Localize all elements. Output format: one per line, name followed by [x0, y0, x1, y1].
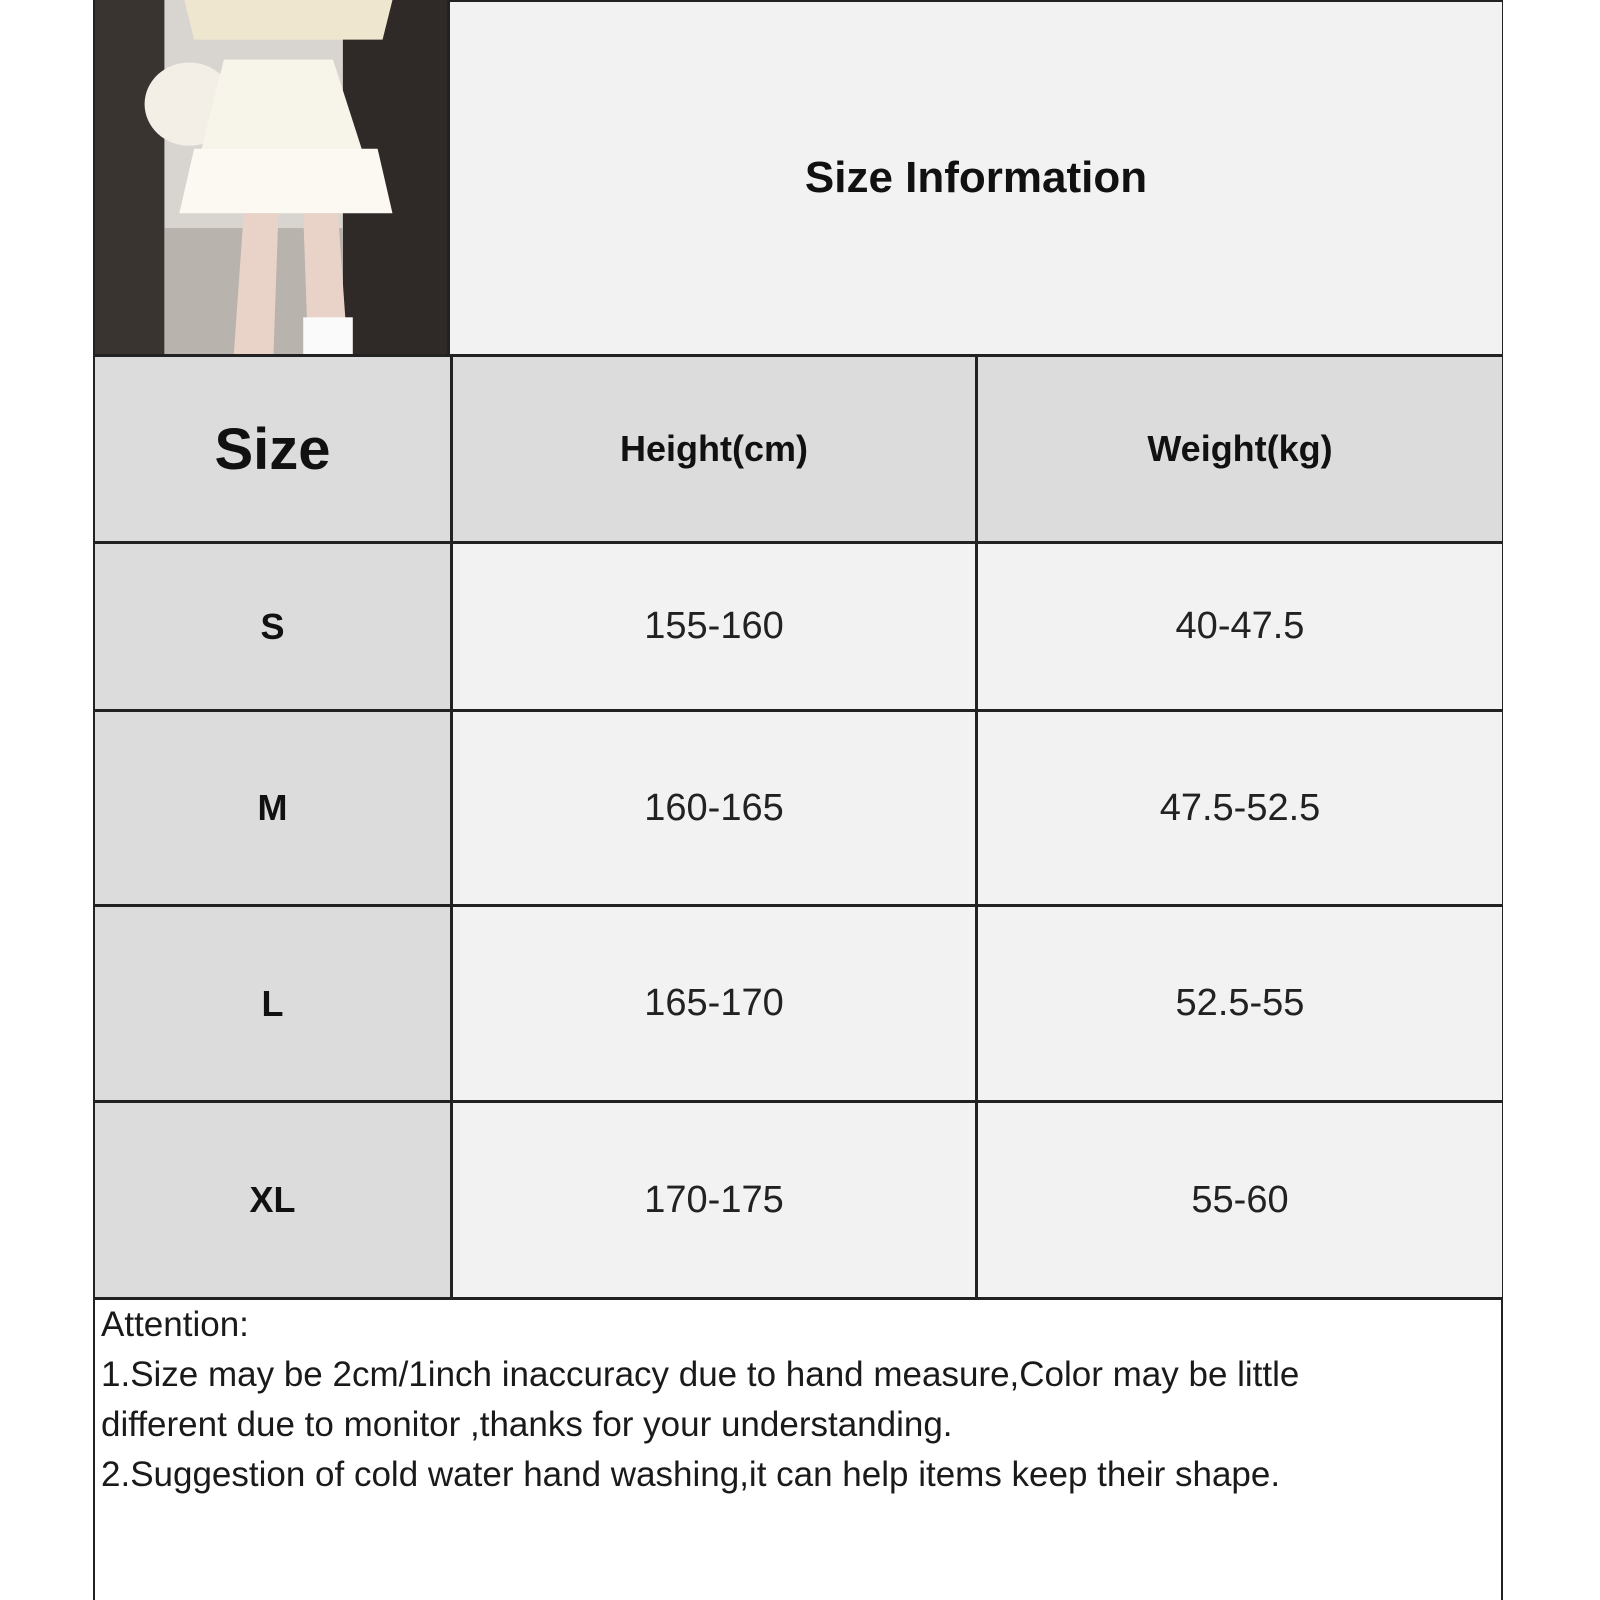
- attention-heading: Attention:: [101, 1305, 249, 1344]
- weight-value: 40-47.5: [1175, 605, 1305, 647]
- size-header: Size: [214, 416, 331, 482]
- weight-cell: [975, 907, 1502, 1103]
- height-cell: [450, 712, 975, 907]
- size-information-title-cell: [450, 0, 1502, 357]
- table-row: [95, 907, 450, 1103]
- height-value: 170-175: [644, 1178, 784, 1221]
- table-row: [95, 1103, 450, 1300]
- height-cell: [450, 544, 975, 712]
- attention-line-2: different due to monitor ,thanks for your understanding.: [101, 1405, 953, 1444]
- weight-cell: [975, 1103, 1502, 1300]
- weight-header-cell: [975, 357, 1502, 544]
- attention-line-3: 2.Suggestion of cold water hand washing,it can help items keep their shape.: [101, 1455, 1281, 1494]
- weight-header: Weight(kg): [1147, 428, 1333, 469]
- size-label: S: [260, 605, 285, 647]
- attention-line-1: 1.Size may be 2cm/1inch inaccuracy due to hand measure,Color may be little: [101, 1355, 1300, 1394]
- page-title: Size Information: [804, 153, 1148, 202]
- size-label: XL: [249, 1179, 296, 1220]
- height-value: 165-170: [644, 982, 784, 1024]
- height-cell: [450, 1103, 975, 1300]
- size-label: M: [257, 787, 288, 828]
- size-header-cell: [95, 357, 450, 544]
- height-cell: [450, 907, 975, 1103]
- weight-cell: [975, 544, 1502, 712]
- height-header: Height(cm): [620, 428, 808, 469]
- height-value: 160-165: [644, 786, 784, 829]
- weight-cell: [975, 712, 1502, 907]
- product-photo: [95, 0, 450, 357]
- skirt-photo-icon: [95, 0, 447, 354]
- weight-value: 47.5-52.5: [1159, 786, 1321, 829]
- weight-value: 55-60: [1191, 1178, 1289, 1221]
- table-row: [95, 544, 450, 712]
- height-value: 155-160: [644, 605, 784, 647]
- weight-value: 52.5-55: [1175, 982, 1305, 1024]
- height-header-cell: [450, 357, 975, 544]
- attention-notes: [95, 1300, 1501, 1600]
- table-row: [95, 712, 450, 907]
- size-label: L: [261, 982, 284, 1024]
